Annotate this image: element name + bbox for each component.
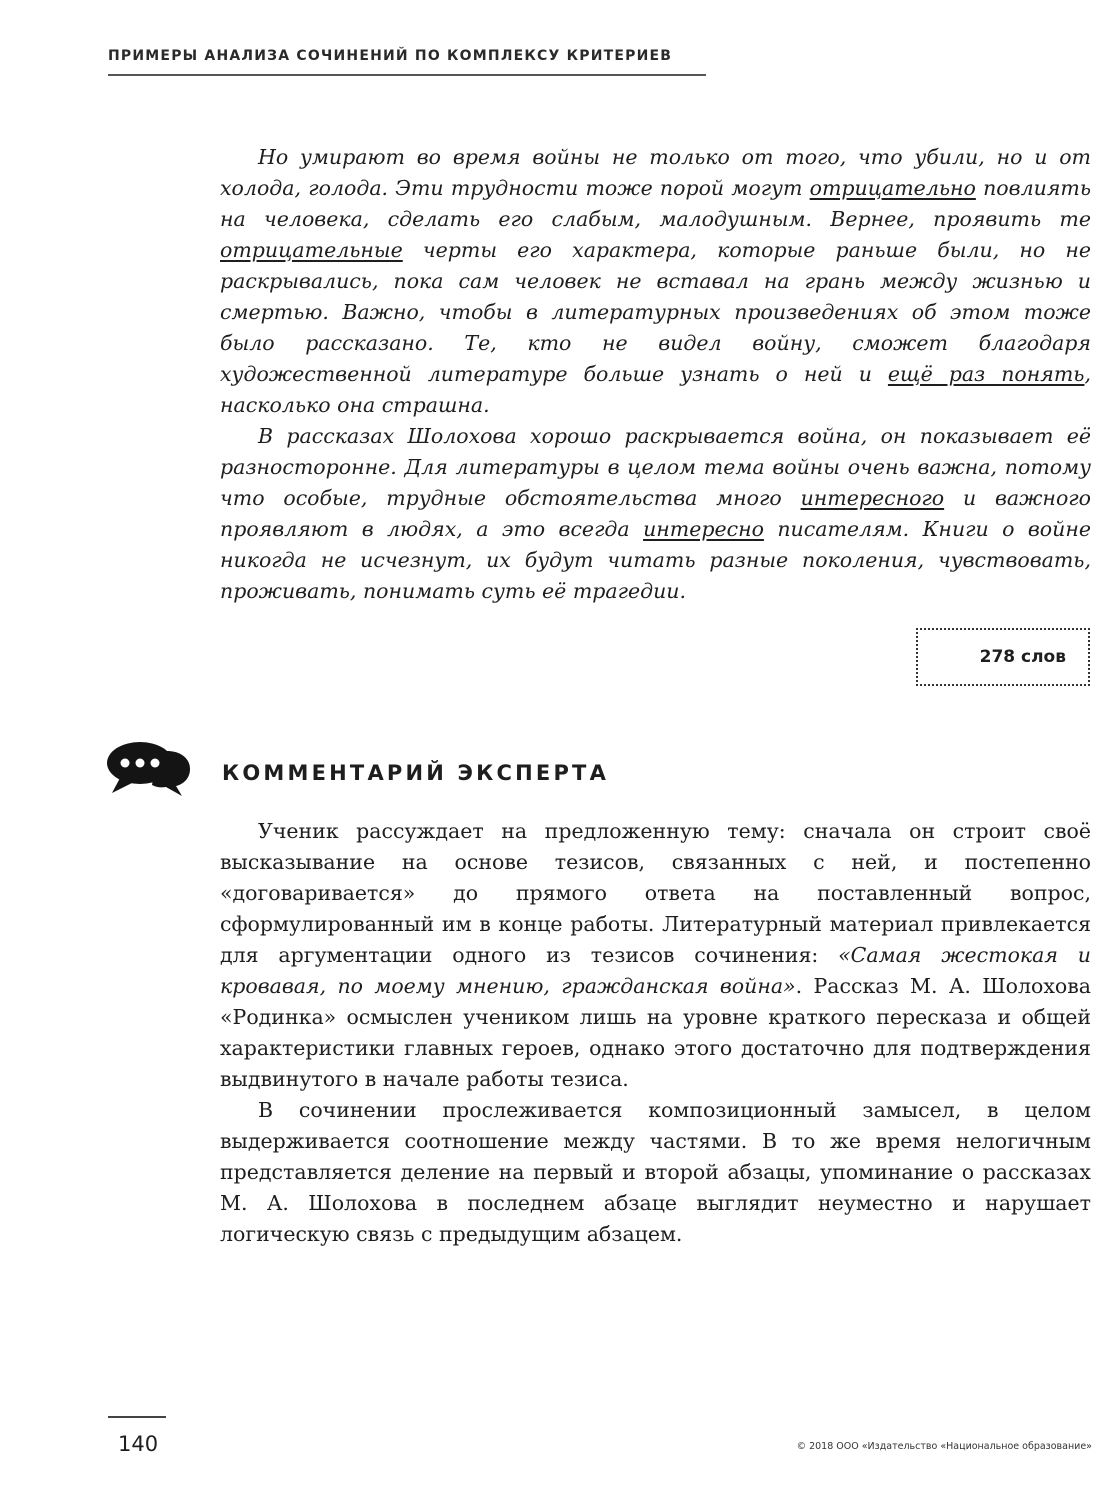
copyright-notice: © 2018 ООО «Издательство «Национальное образование» — [796, 1441, 1092, 1452]
marked-word: отрицательные — [220, 238, 403, 262]
running-header: ПРИМЕРЫ АНАЛИЗА СОЧИНЕНИЙ ПО КОМПЛЕКСУ КРИТЕРИЕВ — [108, 48, 673, 64]
speech-bubbles-icon — [106, 738, 192, 798]
comment-paragraph-2: В сочинении прослеживается композиционный замысел, в целом выдерживается соотношение между частями. В то же время нелогичным представляется деление на первый и второй абзацы, упоминание о рассказах М. А. Шолохова в последнем абзаце выглядит неуместно и нарушает логическую связь с предыдущим абзацем. — [220, 1098, 1091, 1246]
word-count-box: 278 слов — [916, 628, 1090, 686]
page-number: 140 — [118, 1432, 159, 1456]
footer-rule — [108, 1416, 166, 1418]
essay-text: и важного проявляют в людях, а это всегда — [220, 486, 1091, 541]
comment-text: Ученик рассуждает на предложенную тему: сначала он строит своё высказывание на основе тезисов, связанных с ней, и постепенно «договаривается» до прямого ответа на поставленный вопрос, сформулированный им в конце работы. Литературный материал привлекается для аргументации одного из тезисов сочинения: — [220, 819, 1091, 967]
section-title: КОММЕНТАРИЙ ЭКСПЕРТА — [222, 761, 610, 785]
essay-paragraph-1 — [220, 142, 1091, 421]
comment-quote: «Самая жестокая и кровавая, по моему мнению, гражданская война» — [220, 943, 1091, 998]
comment-paragraph-1 — [220, 816, 1091, 1095]
marked-word: ещё раз понять — [887, 362, 1085, 386]
marked-word: отрицательно — [809, 176, 976, 200]
essay-paragraph-2 — [220, 421, 1091, 607]
essay-text: черты его характера, которые раньше были, но не раскрывались, пока сам человек не вставал на грань между жизнью и смертью. Важно, чтобы в литературных произведениях об этом тоже было рассказано. Те, кто не видел войну, сможет благодаря художественной литературе больше узнать о ней и — [220, 238, 1091, 386]
essay-text: писателям. Книги о войне никогда не исчезнут, их будут читать разные поколения, чувствовать, проживать, понимать суть её трагедии. — [220, 517, 1091, 603]
essay-text: В рассказах Шолохова хорошо раскрывается война, он показывает её разносторонне. Для литературы в целом тема войны очень важна, потому что особые, трудные обстоятельства много — [220, 424, 1091, 510]
expert-comment — [220, 816, 1091, 1250]
marked-word: интересно — [643, 517, 764, 541]
essay-excerpt — [220, 142, 1091, 607]
essay-text: повлиять на человека, сделать его слабым, малодушным. Вернее, проявить те — [220, 176, 1092, 231]
essay-text: Но умирают во время войны не только от того, что убили, но и от холода, голода. Эти трудности тоже порой могут — [220, 145, 1091, 200]
essay-text: , насколько она страшна. — [220, 362, 1091, 417]
header-rule — [108, 74, 706, 76]
marked-word: интересного — [800, 486, 945, 510]
comment-text: . Рассказ М. А. Шолохова «Родинка» осмыслен учеником лишь на уровне краткого пересказа и общей характеристики главных героев, однако этого достаточно для подтверждения выдвинутого в начале работы тезиса. — [220, 974, 1091, 1091]
